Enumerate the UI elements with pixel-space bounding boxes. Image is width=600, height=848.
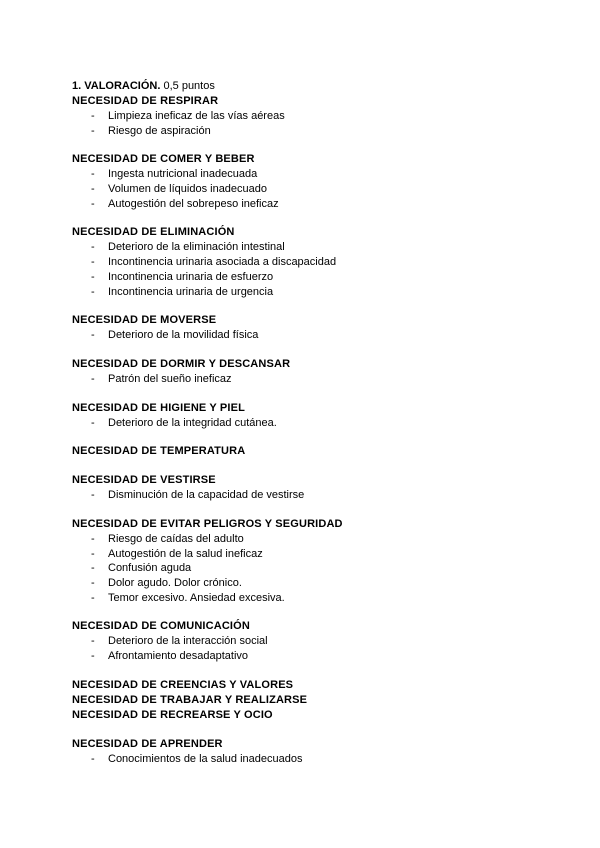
need-heading: NECESIDAD DE DORMIR Y DESCANSAR (72, 357, 291, 370)
diagnosis-item (72, 167, 542, 182)
need-section (72, 152, 542, 211)
need-heading: NECESIDAD DE HIGIENE Y PIEL (72, 401, 245, 414)
diagnosis-item (72, 532, 542, 547)
diagnosis-list (72, 488, 542, 503)
dash-bullet: - (91, 752, 95, 765)
need-heading: NECESIDAD DE RECREARSE Y OCIO (72, 708, 273, 721)
need-section (72, 225, 542, 299)
need-section (72, 94, 542, 138)
need-section (72, 517, 542, 605)
diagnosis-item (72, 124, 542, 139)
diagnosis-item (72, 197, 542, 212)
diagnosis-item (72, 547, 542, 562)
need-section (72, 473, 542, 503)
diagnosis-text: Confusión aguda (108, 562, 192, 575)
diagnosis-list (72, 328, 542, 343)
diagnosis-text: Limpieza ineficaz de las vías aéreas (108, 110, 285, 122)
diagnosis-text: Deterioro de la interacción social (108, 635, 268, 648)
diagnosis-text: Disminución de la capacidad de vestirse (108, 489, 305, 502)
dash-bullet: - (91, 577, 95, 589)
need-heading: NECESIDAD DE EVITAR PELIGROS Y SEGURIDAD (72, 517, 343, 530)
section-gap (72, 723, 542, 737)
section-title-number: 1. VALORACIÓN. (72, 80, 161, 92)
need-section (72, 357, 542, 387)
diagnosis-text: Deterioro de la movilidad física (108, 329, 259, 342)
dash-bullet: - (91, 372, 95, 385)
section-gap (72, 430, 542, 444)
dash-bullet: - (91, 183, 95, 196)
diagnosis-text: Volumen de líquidos inadecuado (108, 183, 268, 196)
section-gap (72, 605, 542, 619)
diagnosis-item (72, 634, 542, 649)
diagnosis-text: Deterioro de la eliminación intestinal (108, 241, 285, 254)
diagnosis-list (72, 532, 542, 605)
diagnosis-list (72, 416, 542, 431)
diagnosis-list (72, 167, 542, 211)
need-section (72, 401, 542, 431)
diagnosis-text: Conocimientos de la salud inadecuados (108, 752, 303, 765)
need-heading: NECESIDAD DE COMUNICACIÓN (72, 620, 250, 633)
diagnosis-text: Incontinencia urinaria asociada a discapacidad (108, 256, 337, 269)
need-section (72, 619, 542, 663)
dash-bullet: - (91, 168, 95, 181)
diagnosis-item (72, 372, 542, 387)
need-heading: NECESIDAD DE TEMPERATURA (72, 445, 246, 458)
need-heading: NECESIDAD DE ELIMINACIÓN (72, 226, 235, 239)
diagnosis-list (72, 752, 542, 767)
dash-bullet: - (91, 110, 95, 122)
need-heading: NECESIDAD DE APRENDER (72, 737, 223, 750)
dash-bullet: - (91, 270, 95, 283)
diagnosis-text: Temor excesivo. Ansiedad excesiva. (108, 591, 285, 604)
section-gap (72, 343, 542, 357)
diagnosis-text: Riesgo de caídas del adulto (108, 532, 244, 545)
diagnosis-text: Riesgo de aspiración (108, 124, 211, 137)
need-section (72, 313, 542, 343)
dash-bullet: - (91, 532, 95, 545)
diagnosis-list (72, 634, 542, 663)
section-gap (72, 387, 542, 401)
document-content (72, 79, 542, 766)
need-heading: NECESIDAD DE CREENCIAS Y VALORES (72, 678, 294, 691)
diagnosis-text: Incontinencia urinaria de urgencia (108, 285, 274, 298)
dash-bullet: - (91, 489, 95, 502)
dash-bullet: - (91, 241, 95, 254)
need-section (72, 678, 542, 723)
diagnosis-item (72, 328, 542, 343)
dash-bullet: - (91, 591, 95, 604)
section-gap (72, 503, 542, 517)
diagnosis-list (72, 372, 542, 387)
diagnosis-item (72, 488, 542, 503)
section-title-points: 0,5 puntos (160, 80, 215, 92)
dash-bullet: - (91, 285, 95, 298)
section-gap (72, 299, 542, 313)
section-gap (72, 211, 542, 225)
need-heading: NECESIDAD DE TRABAJAR Y REALIZARSE (72, 693, 308, 706)
diagnosis-text: Afrontamiento desadaptativo (108, 650, 249, 663)
diagnosis-text: Patrón del sueño ineficaz (108, 372, 232, 385)
diagnosis-item (72, 270, 542, 285)
section-gap (72, 664, 542, 678)
dash-bullet: - (91, 650, 95, 663)
need-heading: NECESIDAD DE COMER Y BEBER (72, 153, 255, 166)
need-heading: NECESIDAD DE RESPIRAR (72, 95, 219, 107)
diagnosis-item (72, 109, 542, 124)
diagnosis-item (72, 255, 542, 270)
diagnosis-list (72, 240, 542, 299)
diagnosis-item (72, 591, 542, 606)
dash-bullet: - (91, 124, 95, 137)
dash-bullet: - (91, 256, 95, 269)
need-heading: NECESIDAD DE VESTIRSE (72, 474, 216, 487)
need-section (72, 444, 542, 459)
diagnosis-text: Autogestión del sobrepeso ineficaz (108, 197, 279, 210)
diagnosis-text: Ingesta nutricional inadecuada (108, 168, 258, 181)
diagnosis-item (72, 240, 542, 255)
diagnosis-item (72, 416, 542, 431)
diagnosis-item (72, 752, 542, 767)
dash-bullet: - (91, 329, 95, 342)
need-section (72, 737, 542, 767)
need-heading: NECESIDAD DE MOVERSE (72, 314, 217, 327)
dash-bullet: - (91, 635, 95, 648)
diagnosis-item (72, 576, 542, 591)
dash-bullet: - (91, 197, 95, 210)
dash-bullet: - (91, 547, 95, 560)
section-title (72, 79, 542, 94)
section-gap (72, 138, 542, 152)
needs-list (72, 94, 542, 766)
diagnosis-item (72, 561, 542, 576)
diagnosis-item (72, 182, 542, 197)
section-gap (72, 459, 542, 473)
diagnosis-text: Incontinencia urinaria de esfuerzo (108, 270, 274, 283)
diagnosis-text: Deterioro de la integridad cutánea. (108, 416, 277, 429)
dash-bullet: - (91, 562, 95, 575)
dash-bullet: - (91, 416, 95, 429)
diagnosis-list (72, 109, 542, 138)
diagnosis-item (72, 649, 542, 664)
diagnosis-text: Dolor agudo. Dolor crónico. (108, 577, 242, 589)
diagnosis-text: Autogestión de la salud ineficaz (108, 547, 263, 560)
diagnosis-item (72, 285, 542, 300)
